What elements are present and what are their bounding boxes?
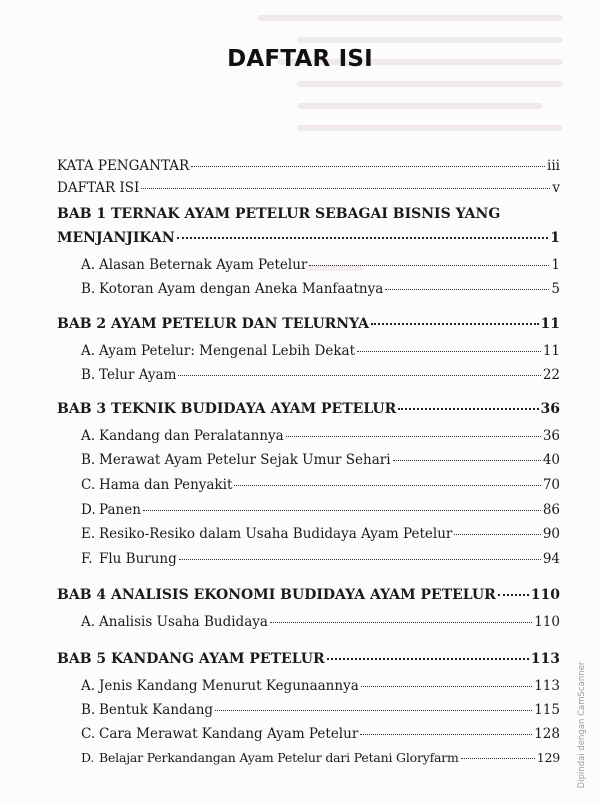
dot-leader: [454, 534, 540, 535]
dot-leader: [141, 188, 550, 189]
toc-section-1a[interactable]: [57, 257, 560, 273]
toc-section-5a[interactable]: [57, 678, 560, 694]
section-letter: B.: [81, 702, 96, 718]
toc-section-4a[interactable]: [57, 614, 560, 630]
dot-leader: [327, 658, 529, 660]
toc-section-2a[interactable]: [57, 343, 560, 359]
dot-leader: [498, 594, 529, 596]
toc-section-3e[interactable]: [57, 526, 560, 542]
toc-page-number: 40: [542, 452, 560, 468]
toc-section-label: Kandang dan Peralatannya: [99, 428, 284, 444]
toc-page-number: 90: [542, 526, 560, 542]
toc-chapter-label: BAB 3 TEKNIK BUDIDAYA AYAM PETELUR: [57, 401, 397, 417]
toc-chapter-label: MENJANJIKAN: [57, 230, 175, 246]
toc-section-label: Ayam Petelur: Mengenal Lebih Dekat: [99, 343, 356, 359]
section-letter: C.: [81, 726, 96, 742]
toc-page-number: 115: [534, 702, 560, 718]
section-letter: A.: [81, 614, 96, 630]
toc-section-label: Telur Ayam: [99, 367, 177, 383]
toc-page-number: 1: [551, 257, 560, 273]
dot-leader: [360, 734, 532, 735]
toc-page-number: 110: [534, 614, 560, 630]
section-letter: A.: [81, 257, 96, 273]
dot-leader: [357, 351, 541, 352]
dot-leader: [461, 758, 535, 759]
toc-section-3f[interactable]: [57, 551, 560, 567]
dot-leader: [286, 436, 541, 437]
dot-leader: [215, 710, 532, 711]
dot-leader: [179, 559, 541, 560]
page-title: DAFTAR ISI: [227, 46, 373, 72]
toc-page-number: 11: [542, 343, 560, 359]
toc-page-number: iii: [547, 158, 560, 174]
toc-section-label: Jenis Kandang Menurut Kegunaannya: [99, 678, 359, 694]
toc-section-label: Hama dan Penyakit: [99, 477, 233, 493]
toc-section-label: Belajar Perkandangan Ayam Petelur dari Petani Gloryfarm: [99, 750, 459, 765]
toc-page-number: 128: [534, 726, 560, 742]
dot-leader: [309, 265, 549, 266]
dot-leader: [177, 237, 549, 239]
toc-section-5c[interactable]: [57, 726, 560, 742]
toc-section-label: Analisis Usaha Budidaya: [99, 614, 268, 630]
dot-leader: [398, 408, 538, 410]
dot-leader: [143, 510, 541, 511]
section-letter: A.: [81, 428, 96, 444]
toc-section-3a[interactable]: [57, 428, 560, 444]
scanner-watermark: [572, 650, 592, 800]
dot-leader: [178, 375, 540, 376]
toc-chapter-label: BAB 4 ANALISIS EKONOMI BUDIDAYA AYAM PETELUR: [57, 587, 496, 603]
section-letter: A.: [81, 678, 96, 694]
section-letter: D.: [81, 750, 95, 765]
toc-entry-label: DAFTAR ISI: [57, 180, 140, 196]
toc-section-label: Bentuk Kandang: [99, 702, 214, 718]
toc-page-number: 36: [542, 428, 560, 444]
toc-chapter-1[interactable]: [57, 230, 560, 246]
toc-page-number: 129: [536, 750, 560, 765]
section-letter: F.: [81, 551, 93, 567]
toc-section-label: Kotoran Ayam dengan Aneka Manfaatnya: [99, 281, 384, 297]
toc-page-number: 1: [550, 230, 560, 246]
toc-chapter-3[interactable]: [57, 401, 560, 417]
toc-page-number: 11: [540, 316, 560, 332]
dot-leader: [361, 686, 532, 687]
toc-section-3c[interactable]: [57, 477, 560, 493]
toc-chapter-5[interactable]: [57, 651, 560, 667]
toc-section-5d[interactable]: [57, 750, 560, 765]
toc-chapter-2[interactable]: [57, 316, 560, 332]
toc-entry-daftar-isi[interactable]: [57, 180, 560, 196]
toc-page-number: 113: [530, 651, 560, 667]
toc-chapter-4[interactable]: [57, 587, 560, 603]
toc-page-number: 94: [542, 551, 560, 567]
toc-section-2b[interactable]: [57, 367, 560, 383]
dot-leader: [191, 166, 545, 167]
dot-leader: [371, 323, 538, 325]
toc-entry-label: KATA PENGANTAR: [57, 158, 190, 174]
toc-chapter-label: BAB 2 AYAM PETELUR DAN TELURNYA: [57, 316, 370, 332]
section-letter: D.: [81, 502, 96, 518]
toc-section-label: Alasan Beternak Ayam Petelur: [99, 257, 308, 273]
scanner-watermark-text: Dipindai dengan CamScanner: [577, 661, 587, 789]
toc-page-number: 22: [542, 367, 560, 383]
dot-leader: [270, 622, 532, 623]
toc-page-number: v: [552, 180, 560, 196]
toc-section-label: Merawat Ayam Petelur Sejak Umur Sehari: [99, 452, 391, 468]
toc-section-label: Flu Burung: [99, 551, 177, 567]
toc-chapter-label: BAB 5 KANDANG AYAM PETELUR: [57, 651, 325, 667]
section-letter: A.: [81, 343, 96, 359]
toc-page-number: 5: [551, 281, 560, 297]
section-letter: B.: [81, 367, 96, 383]
section-letter: B.: [81, 281, 96, 297]
toc-page-number: 36: [540, 401, 560, 417]
chapter-1-heading-line1: BAB 1 TERNAK AYAM PETELUR SEBAGAI BISNIS YANG: [57, 206, 501, 222]
toc-page-number: 113: [534, 678, 560, 694]
toc-section-label: Panen: [99, 502, 141, 518]
toc-entry-kata-pengantar[interactable]: [57, 158, 560, 174]
dot-leader: [234, 485, 540, 486]
toc-page-number: 110: [530, 587, 560, 603]
dot-leader: [393, 460, 541, 461]
section-letter: B.: [81, 452, 96, 468]
section-letter: E.: [81, 526, 96, 542]
toc-section-3d[interactable]: [57, 502, 560, 518]
section-letter: C.: [81, 477, 96, 493]
toc-section-1b[interactable]: [57, 281, 560, 297]
toc-section-3b[interactable]: [57, 452, 560, 468]
toc-section-5b[interactable]: [57, 702, 560, 718]
dot-leader: [385, 289, 549, 290]
toc-page-number: 70: [542, 477, 560, 493]
toc-section-label: Resiko-Resiko dalam Usaha Budidaya Ayam Petelur: [99, 526, 453, 542]
toc-section-label: Cara Merawat Kandang Ayam Petelur: [99, 726, 359, 742]
toc-page-number: 86: [542, 502, 560, 518]
